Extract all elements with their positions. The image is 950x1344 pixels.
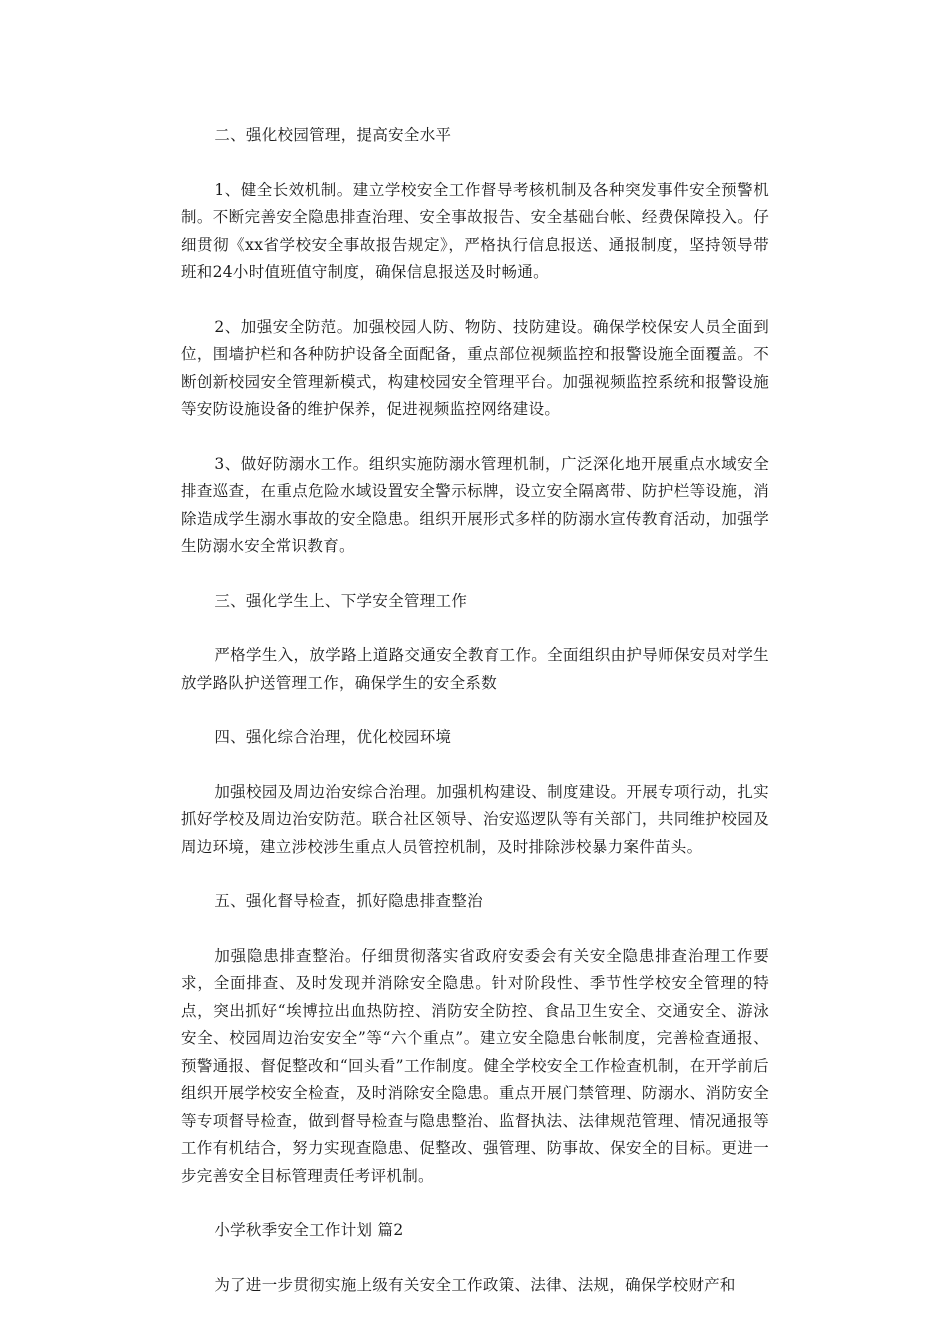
- paragraph-item-1: 1、健全长效机制。建立学校安全工作督导考核机制及各种突发事件安全预警机制。不断完善安全隐患排查治理、安全事故报告、安全基础台帐、经费保障投入。仔细贯彻《xx省学校安全事故报告规定》，严格执行信息报送、通报制度，坚持领导带班和24小时值班值守制度，确保信息报送及时畅通。: [181, 180, 769, 281]
- section-heading-4: 四、强化综合治理，优化校园环境: [214, 728, 452, 746]
- paragraph-item-2: 2、加强安全防范。加强校园人防、物防、技防建设。确保学校保安人员全面到位，围墙护栏和各种防护设备全面配备，重点部位视频监控和报警设施全面覆盖。不断创新校园安全管理新模式，构建校园安全管理平台。加强视频监控系统和报警设施等安防设施设备的维护保养，促进视频监控网络建设。: [181, 317, 769, 418]
- section-heading-3: 三、强化学生上、下学安全管理工作: [214, 591, 468, 610]
- paragraph-plan-2-intro: 为了进一步贯彻实施上级有关安全工作政策、法律、法规，确保学校财产和: [214, 1275, 736, 1294]
- paragraph-section-3: 严格学生入，放学路上道路交通安全教育工作。全面组织由护导师保安员对学生放学路队护送管理工作，确保学生的安全系数: [181, 646, 769, 692]
- section-heading-5: 五、强化督导检查，抓好隐患排查整治: [214, 892, 483, 910]
- document-body: [181, 122, 769, 1326]
- paragraph-section-5: 加强隐患排查整治。仔细贯彻落实省政府安委会有关安全隐患排查治理工作要求，全面排查、及时发现并消除安全隐患。针对阶段性、季节性学校安全管理的特点，突出抓好“埃博拉出血热防控、消防安全防控、食品卫生安全、交通安全、游泳安全、校园周边治安安全”等“六个重点”。建立安全隐患台帐制度，完善检查通报、预警通报、督促整改和“回头看”工作制度。健全学校安全工作检查机制，在开学前后组织开展学校安全检查，及时消除安全隐患。重点开展门禁管理、防溺水、消防安全等专项督导检查，做到督导检查与隐患整治、监督执法、法律规范管理、情况通报等工作有机结合，努力实现查隐患、促整改、强管理、防事故、保安全的目标。更进一步完善安全目标管理责任考评机制。: [181, 946, 769, 1185]
- paragraph-section-4: 加强校园及周边治安综合治理。加强机构建设、制度建设。开展专项行动，扎实抓好学校及周边治安防范。联合社区领导、治安巡逻队等有关部门，共同维护校园及周边环境，建立涉校涉生重点人员管控机制，及时排除涉校暴力案件苗头。: [181, 782, 769, 856]
- section-heading-2: 二、强化校园管理，提高安全水平: [214, 126, 452, 144]
- plan-title-part-2: 小学秋季安全工作计划 篇2: [214, 1221, 404, 1239]
- paragraph-item-3: 3、做好防溺水工作。组织实施防溺水管理机制，广泛深化地开展重点水域安全排查巡查，在重点危险水域设置安全警示标牌，设立安全隔离带、防护栏等设施，消除造成学生溺水事故的安全隐患。组织开展形式多样的防溺水宣传教育活动，加强学生防溺水安全常识教育。: [181, 454, 769, 555]
